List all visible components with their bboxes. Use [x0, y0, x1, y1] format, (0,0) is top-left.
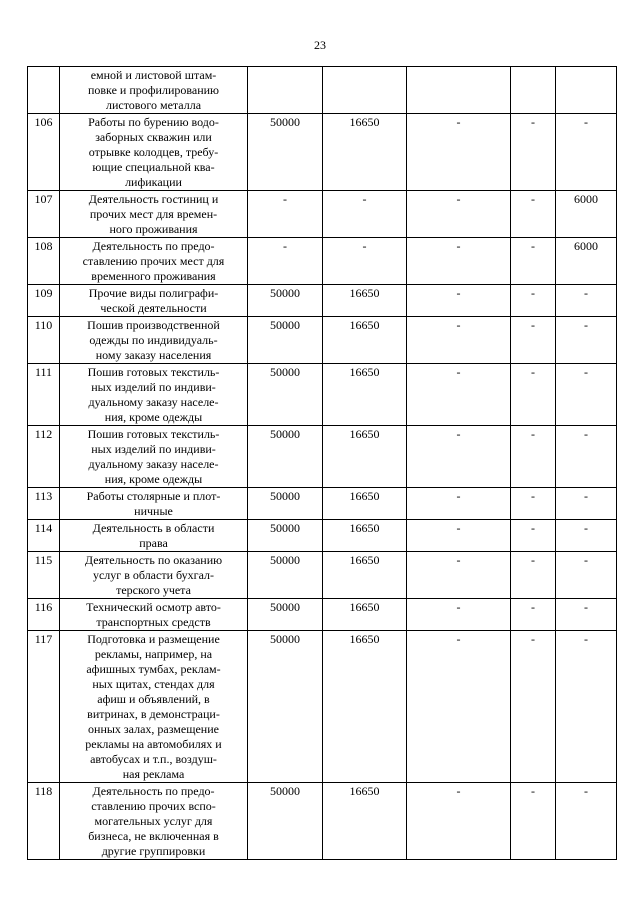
- value-cell-2: 16650: [323, 114, 407, 191]
- row-number-cell: 115: [28, 552, 60, 599]
- activity-name-line: Деятельность гостиниц и: [88, 192, 219, 206]
- activity-name-line: повке и профилированию: [87, 83, 220, 97]
- value-cell-3: -: [407, 631, 511, 783]
- value-cell-3: -: [407, 191, 511, 238]
- activity-name-line: ставлению прочих мест для: [82, 254, 225, 268]
- activity-name-line: Деятельность по предо-: [92, 784, 215, 798]
- row-number-cell: 116: [28, 599, 60, 631]
- value-cell-3: -: [407, 114, 511, 191]
- activity-name-line: лификации: [125, 175, 182, 189]
- activity-name-line: Пошив готовых текстиль-: [87, 427, 220, 441]
- activity-name-line: ная реклама: [122, 767, 185, 781]
- row-number-cell: 108: [28, 238, 60, 285]
- row-number-cell: 109: [28, 285, 60, 317]
- value-cell-1: [248, 67, 323, 114]
- activity-name-line: афиш и объявлений, в: [97, 692, 210, 706]
- row-number-cell: 117: [28, 631, 60, 783]
- value-cell-3: -: [407, 364, 511, 426]
- activity-name-cell: [60, 520, 248, 552]
- value-cell-3: -: [407, 783, 511, 860]
- value-cell-4: -: [511, 238, 556, 285]
- value-cell-2: 16650: [323, 783, 407, 860]
- value-cell-3: -: [407, 599, 511, 631]
- table-row: [28, 114, 617, 191]
- table-row: [28, 552, 617, 599]
- activity-name-line: ния, кроме одежды: [104, 472, 203, 486]
- value-cell-4: -: [511, 488, 556, 520]
- value-cell-1: 50000: [248, 426, 323, 488]
- value-cell-3: -: [407, 552, 511, 599]
- value-cell-2: -: [323, 238, 407, 285]
- activity-name-line: онных залах, размещение: [88, 722, 219, 736]
- table-row: [28, 67, 617, 114]
- activity-name-cell: [60, 238, 248, 285]
- value-cell-5: -: [556, 364, 617, 426]
- activity-name-line: Работы столярные и плот-: [86, 489, 221, 503]
- table-row: [28, 520, 617, 552]
- value-cell-4: -: [511, 783, 556, 860]
- tariff-table: [27, 66, 617, 860]
- value-cell-2: 16650: [323, 631, 407, 783]
- activity-name-line: Работы по бурению водо-: [88, 115, 219, 129]
- value-cell-2: 16650: [323, 599, 407, 631]
- value-cell-2: 16650: [323, 285, 407, 317]
- activity-name-line: другие группировки: [101, 844, 206, 858]
- activity-name-line: ставлению прочих вспо-: [91, 799, 216, 813]
- value-cell-2: 16650: [323, 364, 407, 426]
- activity-name-line: Прочие виды полиграфи-: [88, 286, 219, 300]
- value-cell-3: [407, 67, 511, 114]
- value-cell-3: -: [407, 488, 511, 520]
- value-cell-5: -: [556, 599, 617, 631]
- value-cell-1: 50000: [248, 520, 323, 552]
- activity-name-cell: [60, 191, 248, 238]
- activity-name-cell: [60, 364, 248, 426]
- activity-name-line: витринах, в демонстраци-: [87, 707, 220, 721]
- activity-name-line: Подготовка и размещение: [87, 632, 220, 646]
- value-cell-2: 16650: [323, 552, 407, 599]
- table-row: [28, 191, 617, 238]
- activity-name-line: Деятельность по оказанию: [84, 553, 223, 567]
- value-cell-5: -: [556, 317, 617, 364]
- value-cell-1: 50000: [248, 783, 323, 860]
- activity-name-cell: [60, 783, 248, 860]
- activity-name-line: права: [139, 536, 168, 550]
- table-row: [28, 285, 617, 317]
- value-cell-1: 50000: [248, 364, 323, 426]
- table-row: [28, 631, 617, 783]
- table-row: [28, 426, 617, 488]
- value-cell-4: -: [511, 520, 556, 552]
- activity-name-line: емной и листовой штам-: [90, 68, 217, 82]
- value-cell-4: -: [511, 114, 556, 191]
- value-cell-5: -: [556, 488, 617, 520]
- value-cell-4: -: [511, 552, 556, 599]
- value-cell-2: [323, 67, 407, 114]
- row-number-cell: 112: [28, 426, 60, 488]
- value-cell-2: 16650: [323, 317, 407, 364]
- value-cell-4: -: [511, 364, 556, 426]
- value-cell-3: -: [407, 317, 511, 364]
- table-row: [28, 599, 617, 631]
- value-cell-4: [511, 67, 556, 114]
- activity-name-line: автобусах и т.п., воздуш-: [90, 752, 217, 766]
- value-cell-5: -: [556, 426, 617, 488]
- value-cell-4: -: [511, 631, 556, 783]
- activity-name-cell: [60, 599, 248, 631]
- activity-name-line: ному заказу населения: [95, 348, 212, 362]
- value-cell-5: -: [556, 783, 617, 860]
- page-number: 23: [314, 38, 326, 52]
- row-number-cell: 110: [28, 317, 60, 364]
- value-cell-2: -: [323, 191, 407, 238]
- value-cell-1: 50000: [248, 552, 323, 599]
- activity-name-line: ния, кроме одежды: [104, 410, 203, 424]
- row-number-cell: [28, 67, 60, 114]
- activity-name-line: могательных услуг для: [94, 814, 213, 828]
- table-row: [28, 238, 617, 285]
- activity-name-line: Пошив производственной: [87, 318, 220, 332]
- value-cell-2: 16650: [323, 520, 407, 552]
- value-cell-1: 50000: [248, 317, 323, 364]
- activity-name-line: услуг в области бухгал-: [92, 568, 214, 582]
- activity-name-cell: [60, 631, 248, 783]
- row-number-cell: 118: [28, 783, 60, 860]
- activity-name-line: одежды по индивидуаль-: [89, 333, 218, 347]
- value-cell-1: 50000: [248, 285, 323, 317]
- value-cell-5: [556, 67, 617, 114]
- activity-name-cell: [60, 317, 248, 364]
- value-cell-5: -: [556, 552, 617, 599]
- value-cell-2: 16650: [323, 426, 407, 488]
- activity-name-line: Деятельность по предо-: [92, 239, 215, 253]
- activity-name-line: терского учета: [116, 583, 191, 597]
- value-cell-3: -: [407, 285, 511, 317]
- row-number-cell: 106: [28, 114, 60, 191]
- activity-name-line: ющие специальной ква-: [92, 160, 215, 174]
- activity-name-line: заборных скважин или: [95, 130, 212, 144]
- activity-name-line: транспортных средств: [96, 615, 211, 629]
- activity-name-line: Технический осмотр авто-: [86, 600, 221, 614]
- activity-name-line: Деятельность в области: [92, 521, 215, 535]
- row-number-cell: 107: [28, 191, 60, 238]
- activity-name-cell: [60, 552, 248, 599]
- value-cell-1: 50000: [248, 488, 323, 520]
- activity-name-cell: [60, 488, 248, 520]
- activity-name-line: отрывке колодцев, требу-: [88, 145, 219, 159]
- row-number-cell: 114: [28, 520, 60, 552]
- value-cell-1: -: [248, 191, 323, 238]
- activity-name-line: рекламы, например, на: [94, 647, 213, 661]
- value-cell-4: -: [511, 426, 556, 488]
- activity-name-line: ческой деятельности: [100, 301, 207, 315]
- activity-name-line: афишных тумбах, реклам-: [86, 662, 221, 676]
- value-cell-5: -: [556, 520, 617, 552]
- activity-name-line: ного проживания: [109, 222, 198, 236]
- value-cell-3: -: [407, 426, 511, 488]
- activity-name-line: ных щитах, стендах для: [92, 677, 215, 691]
- table-row: [28, 364, 617, 426]
- value-cell-1: 50000: [248, 599, 323, 631]
- activity-name-line: бизнеса, не включенная в: [88, 829, 219, 843]
- value-cell-3: -: [407, 520, 511, 552]
- value-cell-1: 50000: [248, 631, 323, 783]
- activity-name-line: прочих мест для времен-: [89, 207, 218, 221]
- table-row: [28, 317, 617, 364]
- value-cell-5: 6000: [556, 238, 617, 285]
- value-cell-4: -: [511, 317, 556, 364]
- table-row: [28, 488, 617, 520]
- value-cell-4: -: [511, 191, 556, 238]
- activity-name-line: рекламы на автомобилях и: [85, 737, 222, 751]
- value-cell-4: -: [511, 599, 556, 631]
- value-cell-5: 6000: [556, 191, 617, 238]
- value-cell-4: -: [511, 285, 556, 317]
- value-cell-1: 50000: [248, 114, 323, 191]
- activity-name-line: дуальному заказу населе-: [88, 395, 219, 409]
- row-number-cell: 111: [28, 364, 60, 426]
- activity-name-line: дуальному заказу населе-: [88, 457, 219, 471]
- activity-name-cell: [60, 114, 248, 191]
- table-row: [28, 783, 617, 860]
- value-cell-5: -: [556, 114, 617, 191]
- activity-name-line: ничные: [134, 504, 173, 518]
- row-number-cell: 113: [28, 488, 60, 520]
- activity-name-line: листового металла: [105, 98, 202, 112]
- value-cell-5: -: [556, 631, 617, 783]
- value-cell-1: -: [248, 238, 323, 285]
- activity-name-line: временного проживания: [91, 269, 216, 283]
- value-cell-3: -: [407, 238, 511, 285]
- activity-name-cell: [60, 426, 248, 488]
- activity-name-cell: [60, 67, 248, 114]
- activity-name-line: Пошив готовых текстиль-: [87, 365, 220, 379]
- activity-name-cell: [60, 285, 248, 317]
- value-cell-2: 16650: [323, 488, 407, 520]
- activity-name-line: ных изделий по индиви-: [91, 380, 216, 394]
- activity-name-line: ных изделий по индиви-: [91, 442, 216, 456]
- value-cell-5: -: [556, 285, 617, 317]
